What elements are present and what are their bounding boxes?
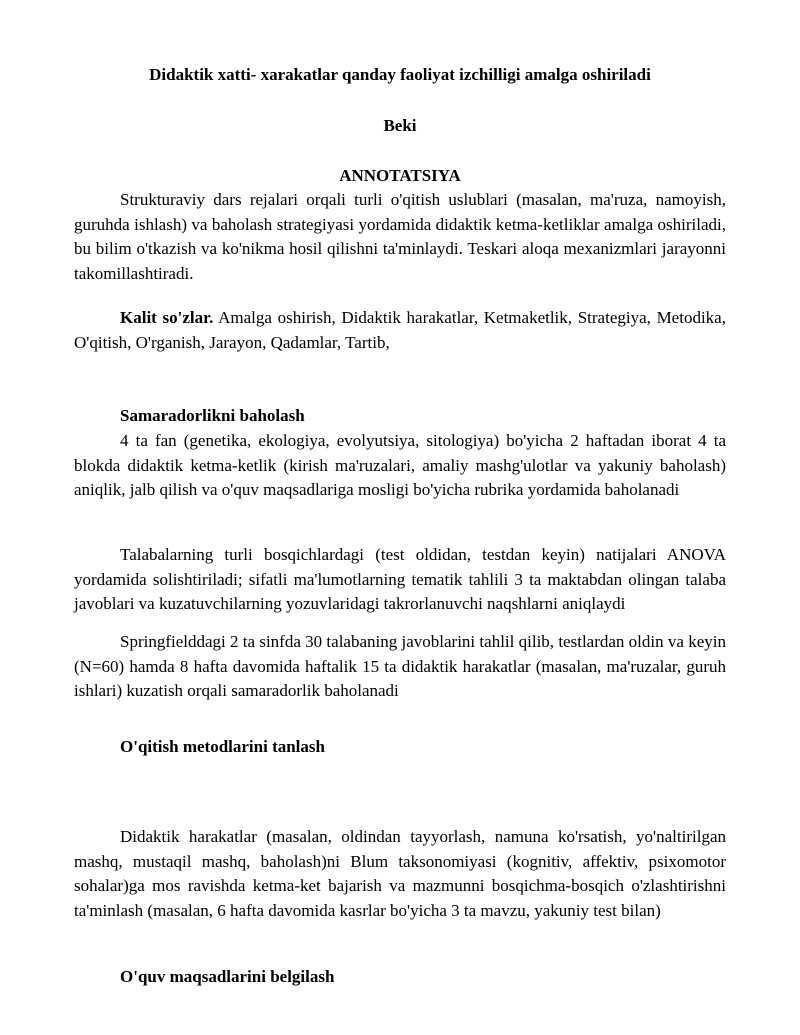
annotation-paragraph: Strukturaviy dars rejalari orqali turli o'qitish uslublari (masalan, ma'ruza, namoyish, guruhda ishlash) va baholash strategiyasi yordamida didaktik ketma-ketliklar amalga oshiriladi, bu bilim o'tkazish va ko'nikma hosil qilishni ta'minlaydi. Teskari aloqa mexanizmlari jarayonni takomillashtiradi.	[74, 190, 726, 283]
section-heading-effectiveness: Samaradorlikni baholash	[120, 406, 305, 425]
keywords-text: Amalga oshirish, Didaktik harakatlar, Ketmaketlik, Strategiya, Metodika, O'qitish, O'rganish, Jarayon, Qadamlar, Tartib,	[74, 308, 726, 352]
section-heading-objectives: O'quv maqsadlarini belgilash	[120, 967, 335, 986]
section-heading-methods: O'qitish metodlarini tanlash	[120, 737, 325, 756]
effectiveness-paragraph-1: 4 ta fan (genetika, ekologiya, evolyutsiya, sitologiya) bo'yicha 2 haftadan iborat 4 ta blokda didaktik ketma-ketlik (kirish ma'ruzalari, amaliy mashg'ulotlar va yakuniy baholash) aniqlik, jalb qilish va o'quv maqsadlariga mosligi bo'yicha rubrika yordamida baholanadi	[74, 431, 726, 499]
methods-paragraph-1: Didaktik harakatlar (masalan, oldindan tayyorlash, namuna ko'rsatish, yo'naltirilgan mashq, mustaqil mashq, baholash)ni Blum taksonomiyasi (kognitiv, affektiv, psixomotor sohalar)ga mos ravishda ketma-ket bajarish va mazmunni bosqichma-bosqich o'zlashtirishni ta'minlash (masalan, 6 hafta davomida kasrlar bo'yicha 3 ta mavzu, yakuniy test bilan)	[74, 827, 726, 920]
keywords-paragraph	[74, 306, 726, 355]
author-name: Beki	[383, 116, 417, 135]
effectiveness-paragraph-2: Talabalarning turli bosqichlardagi (test oldidan, testdan keyin) natijalari ANOVA yordamida solishtiriladi; sifatli ma'lumotlarning tematik tahlili 3 ta maktabdan olingan talaba javoblari va kuzatuvchilarning yozuvlaridagi takrorlanuvchi naqshlarni aniqlaydi	[74, 545, 726, 613]
keywords-label: Kalit so'zlar.	[120, 308, 214, 327]
annotation-heading: ANNOTATSIYA	[339, 166, 461, 185]
effectiveness-paragraph-3: Springfielddagi 2 ta sinfda 30 talabaning javoblarini tahlil qilib, testlardan oldin va keyin (N=60) hamda 8 hafta davomida haftalik 15 ta didaktik harakatlar (masalan, ma'ruzalar, guruh ishlari) kuzatish orqali samaradorlik baholanadi	[74, 632, 726, 700]
document-title: Didaktik xatti- xarakatlar qanday faoliyat izchilligi amalga oshiriladi	[149, 65, 651, 84]
